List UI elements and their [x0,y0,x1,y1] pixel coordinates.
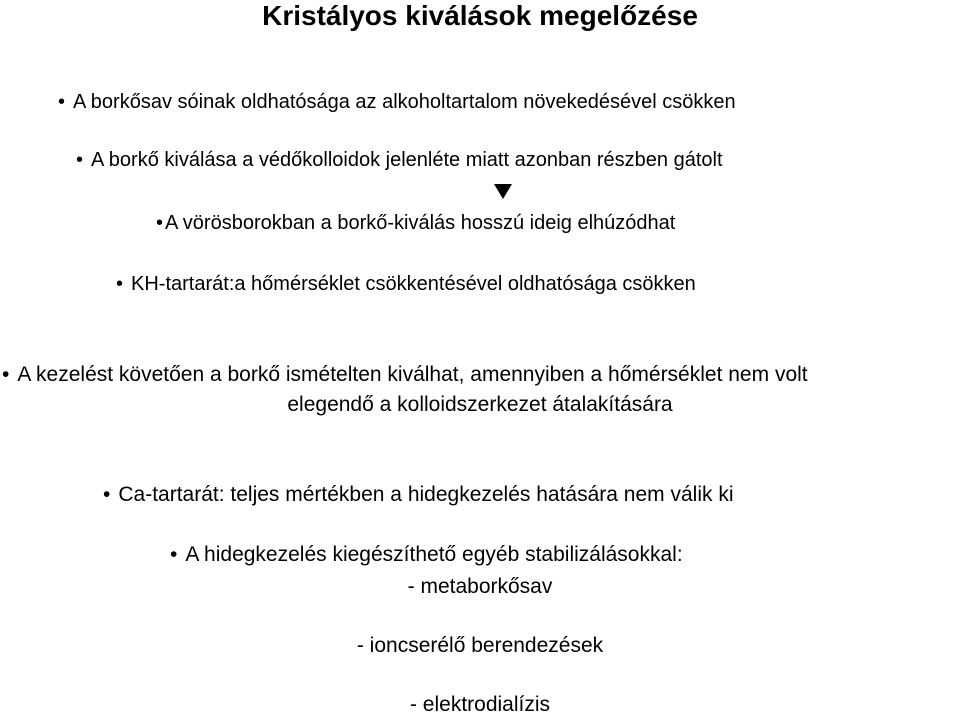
stabilization-option-ioncserelo: - ioncserélő berendezések [356,634,604,657]
bullet-icon: • [156,212,164,234]
bullet-item-3 [156,211,675,235]
stabilization-heading [170,541,683,569]
bullet-item-4-text: KH-tartarát:a hőmérséklet csökkentésével oldhatósága csökken [131,273,696,295]
bullet-item-1-text: A borkősav sóinak oldhatósága az alkoholtartalom növekedésével csökken [73,91,736,113]
bullet-icon: • [58,91,66,113]
treatment-paragraph-line-2: elegendő a kolloidszerkezet átalakítására [287,393,673,416]
stabilization-option-elektrodializis: - elektrodialízis [409,693,551,716]
ca-tartarate-item [103,481,734,509]
ca-tartarate-text: Ca-tartarát: teljes mértékben a hidegkezelés hatására nem válik ki [118,483,734,506]
bullet-item-2-text: A borkő kiválása a védőkolloidok jelenléte miatt azonban részben gátolt [91,149,723,171]
treatment-line-1-text: A kezelést követően a borkő ismételten kiválhat, amennyiben a hőmérséklet nem volt [17,363,808,386]
treatment-paragraph-line-1 [2,361,808,389]
bullet-icon: • [76,149,84,171]
bullet-icon: • [103,483,111,506]
stabilization-option-metaborkosav: - metaborkősav [407,575,553,598]
bullet-item-2 [76,148,723,172]
bullet-icon: • [2,363,10,386]
bullet-icon: • [170,543,178,566]
bullet-item-1 [58,90,736,114]
down-triangle-icon [494,184,512,199]
bullet-icon: • [116,273,124,295]
stabilization-heading-text: A hidegkezelés kiegészíthető egyéb stabilizálásokkal: [185,543,683,566]
bullet-item-4 [116,272,696,296]
slide-title: Kristályos kiválások megelőzése [262,0,698,31]
bullet-item-3-text: A vörösborokban a borkő-kiválás hosszú ideig elhúzódhat [165,212,676,234]
